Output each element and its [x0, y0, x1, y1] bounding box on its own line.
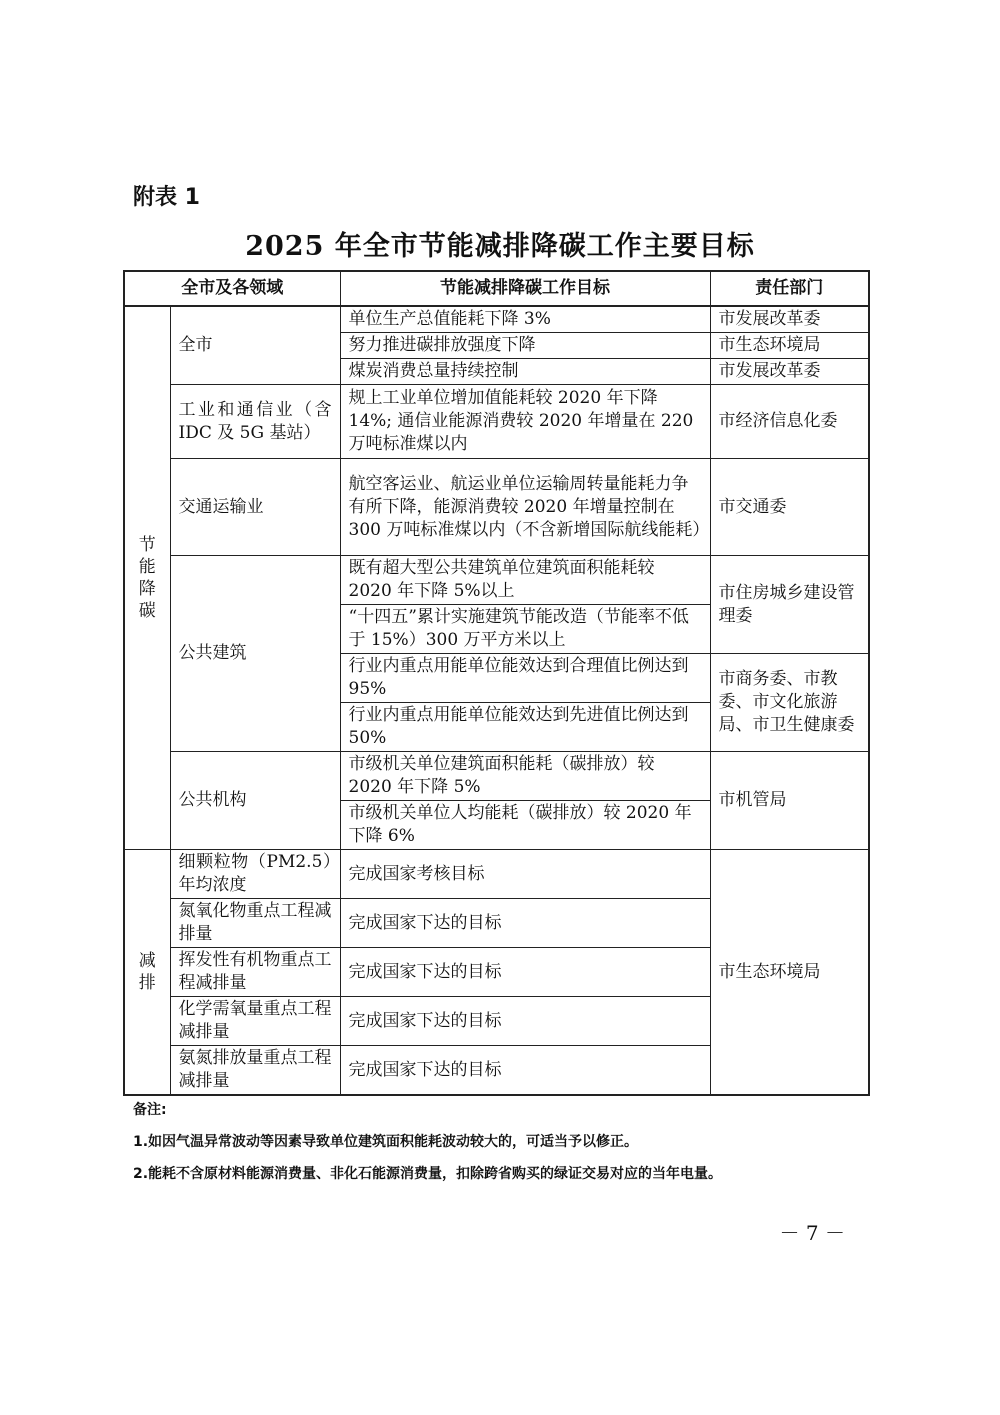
target-cell: “十四五”累计实施建筑节能改造（节能率不低于 15%）300 万平方米以上 — [340, 605, 710, 654]
target-cell: 规上工业单位增加值能耗较 2020 年下降 14%; 通信业能源消费较 2020 年增量在 220 万吨标准煤以内 — [340, 385, 710, 459]
field-cell: 挥发性有机物重点工程减排量 — [170, 948, 340, 997]
target-cell: 完成国家下达的目标 — [340, 948, 710, 997]
appendix-label: 附表 1 — [133, 185, 200, 210]
target-cell: 完成国家下达的目标 — [340, 899, 710, 948]
field-cell: 氨氮排放量重点工程减排量 — [170, 1046, 340, 1096]
dept-cell: 市机管局 — [710, 752, 869, 850]
field-industry: 工业和通信业（含 IDC 及 5G 基站） — [170, 385, 340, 459]
target-cell: 行业内重点用能单位能效达到合理值比例达到 95% — [340, 654, 710, 703]
dept-cell: 市住房城乡建设管理委 — [710, 556, 869, 654]
category-energy: 节能降碳 — [124, 306, 170, 850]
dept-cell: 市发展改革委 — [710, 359, 869, 385]
target-cell: 努力推进碳排放强度下降 — [340, 333, 710, 359]
target-cell: 完成国家考核目标 — [340, 850, 710, 899]
note-item: 1.如因气温异常波动等因素导致单位建筑面积能耗波动较大的，可适当予以修正。 — [133, 1134, 639, 1150]
target-cell: 既有超大型公共建筑单位建筑面积能耗较 2020 年下降 5%以上 — [340, 556, 710, 605]
target-cell: 航空客运业、航运业单位运输周转量能耗力争有所下降，能源消费较 2020 年增量控制在 300 万吨标准煤以内（不含新增国际航线能耗） — [340, 459, 710, 556]
field-buildings: 公共建筑 — [170, 556, 340, 752]
field-cell: 细颗粒物（PM2.5）年均浓度 — [170, 850, 340, 899]
target-cell: 完成国家下达的目标 — [340, 997, 710, 1046]
dept-cell: 市发展改革委 — [710, 306, 869, 333]
dept-cell: 市交通委 — [710, 459, 869, 556]
table-row — [124, 306, 869, 333]
notes-heading: 备注: — [133, 1102, 167, 1118]
targets-table — [123, 270, 870, 1096]
header-target: 节能减排降碳工作目标 — [340, 271, 710, 306]
field-city: 全市 — [170, 306, 340, 385]
field-institutions: 公共机构 — [170, 752, 340, 850]
dept-cell: 市生态环境局 — [710, 333, 869, 359]
table-row — [124, 752, 869, 801]
dept-cell: 市商务委、市教委、市文化旅游局、市卫生健康委 — [710, 654, 869, 752]
target-cell: 市级机关单位建筑面积能耗（碳排放）较 2020 年下降 5% — [340, 752, 710, 801]
target-cell: 煤炭消费总量持续控制 — [340, 359, 710, 385]
table-row — [124, 459, 869, 556]
target-cell: 完成国家下达的目标 — [340, 1046, 710, 1096]
document-title: 2025 年全市节能减排降碳工作主要目标 — [245, 231, 755, 262]
header-field: 全市及各领域 — [124, 271, 340, 306]
target-cell: 市级机关单位人均能耗（碳排放）较 2020 年下降 6% — [340, 801, 710, 850]
table-row — [124, 556, 869, 605]
note-item: 2.能耗不含原材料能源消费量、非化石能源消费量，扣除跨省购买的绿证交易对应的当年电量。 — [133, 1166, 723, 1182]
page-number: － 7 － — [779, 1221, 845, 1245]
target-cell: 行业内重点用能单位能效达到先进值比例达到 50% — [340, 703, 710, 752]
dept-cell: 市经济信息化委 — [710, 385, 869, 459]
target-cell: 单位生产总值能耗下降 3% — [340, 306, 710, 333]
table-row — [124, 850, 869, 899]
dept-cell: 市生态环境局 — [710, 850, 869, 1096]
header-dept: 责任部门 — [710, 271, 869, 306]
table-header-row — [124, 271, 869, 306]
category-emission: 减排 — [124, 850, 170, 1096]
field-cell: 氮氧化物重点工程减排量 — [170, 899, 340, 948]
field-transport: 交通运输业 — [170, 459, 340, 556]
table-row — [124, 385, 869, 459]
notes — [133, 1100, 873, 1196]
field-cell: 化学需氧量重点工程减排量 — [170, 997, 340, 1046]
